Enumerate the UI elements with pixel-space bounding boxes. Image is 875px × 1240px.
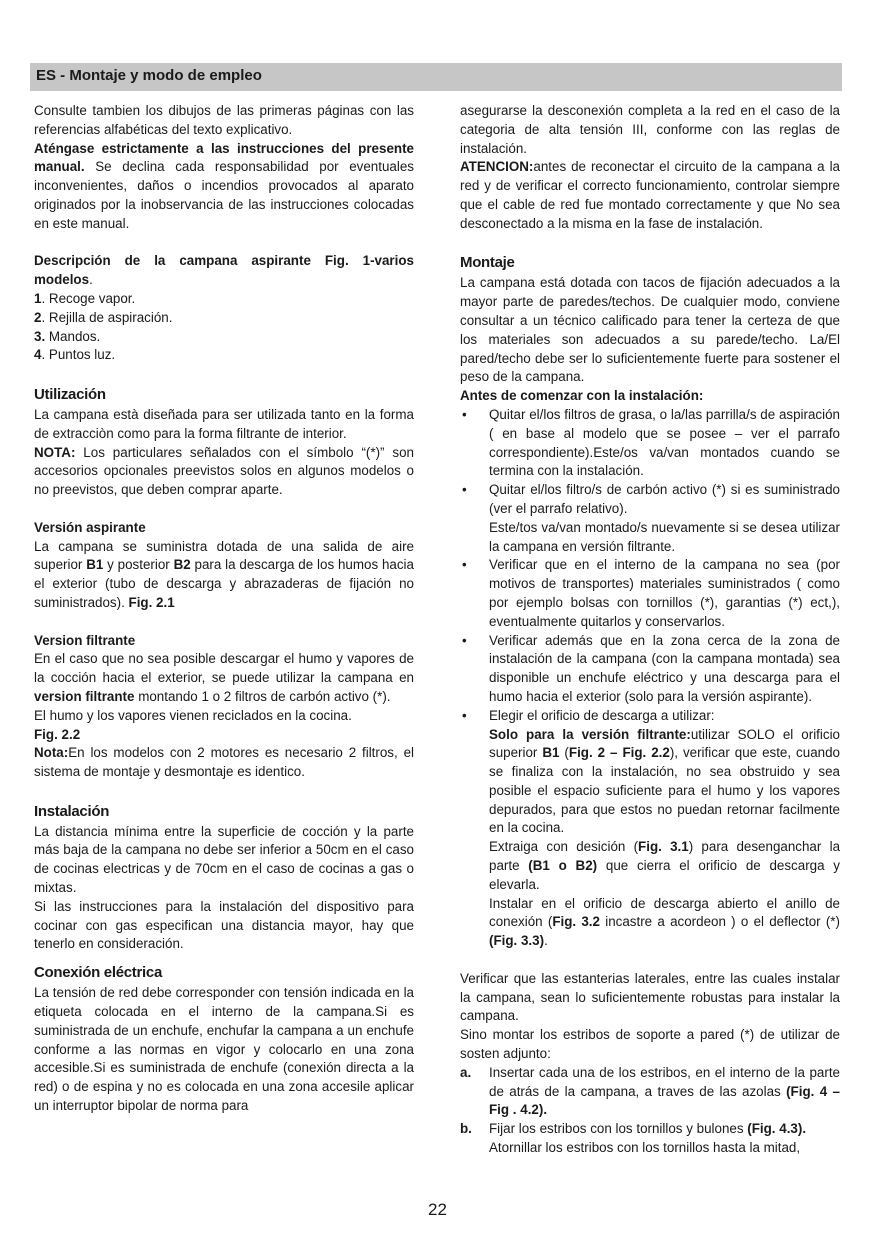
- list-item: b. Fijar los estribos con los tornillos y bulones (Fig. 4.3). Atornillar los estribos con los tornillos hasta la mitad,: [460, 1121, 807, 1156]
- section-title: ES - Montaje y modo de empleo: [36, 67, 262, 84]
- nota-paragraph: NOTA: Los particulares señalados con el símbolo “(*)” son accesorios opcionales preevistos solos en algunos modelos o no preevistos, que deben comprar aparte.: [34, 444, 414, 498]
- list-item: • Quitar el/los filtros de grasa, o la/las parrilla/s de aspiración ( en base al modelo que se posee – ver el parrafo correspondiente).Este/os va/van montados cuando se termina con la instalación.: [462, 406, 840, 479]
- antes-heading: Antes de comenzar con la instalación:: [460, 388, 704, 404]
- bullet-icon: •: [462, 557, 467, 573]
- description-heading: Descripción de la campana aspirante Fig. 1-varios modelos.: [34, 253, 414, 288]
- instalar-anillo-text: Instalar en el orificio de descarga abierto el anillo de conexión (Fig. 3.2 incastre a acordeon ) o el deflector (*) (Fig. 3.3).: [489, 895, 840, 949]
- version-aspirante-text: La campana se suministra dotada de una salida de aire superior B1 y posterior B2 para la descarga de los humos hacia el exterior (tubo de descarga y abrazaderas de fijación no suministrados). Fig. 2.1: [34, 538, 414, 610]
- montaje-heading: Montaje: [460, 254, 515, 272]
- verificar-text: Verificar que las estanterias laterales, entre las cuales instalar la campana, sean lo suficientemente robustas para instalar la campana.: [460, 970, 840, 1024]
- bullet-icon: •: [462, 406, 467, 422]
- list-item: a. Insertar cada una de los estribos, en el interno de la parte de atrás de la campana, a traves de las azolas (Fig. 4 – Fig . 4.2).: [460, 1064, 840, 1118]
- atencion-paragraph: ATENCION:antes de reconectar el circuito de la campana a la red y de verificar el correcto funcionamiento, controlar siempre que el cable de red fue montado correctamente y que No sea desconectado a la misma en la fase de instalación.: [460, 159, 840, 231]
- utilizacion-text: La campana està diseñada para ser utilizada tanto en la forma de extracciòn como para la forma filtrante de interior.: [34, 406, 414, 441]
- list-item: • Verificar que en el interno de la campana no sea (por motivos de transportes) materiales suministrados ( como por ejemplo bolsas con tornillos (*), garantias (*) ect,), eventualmente quitarlos y conservarlos.: [462, 557, 840, 629]
- conexion-continued: asegurarse la desconexión completa a la red en el caso de la categoria de alta tensión III, conforme con las reglas de instalación.: [460, 103, 840, 156]
- list-item: 4. Puntos luz.: [34, 347, 116, 363]
- bullet-icon: •: [462, 632, 467, 648]
- version-filtrante-heading: Version filtrante: [34, 632, 136, 648]
- utilizacion-heading: Utilización: [34, 385, 106, 403]
- version-aspirante-heading: Versión aspirante: [34, 519, 146, 535]
- conexion-heading: Conexión eléctrica: [34, 964, 162, 982]
- warning-bold: Aténgase estrictamente a las instrucciones del presente manual.: [34, 140, 414, 175]
- list-item: 2. Rejilla de aspiración.: [34, 309, 173, 325]
- instalacion-heading: Instalación: [34, 802, 110, 820]
- montaje-text: La campana está dotada con tacos de fijación adecuados a la mayor parte de paredes/techos. De cualquier modo, conviene consultar a un técnico calificado para tener la certeza de que los materiales son adecuados a su parede/techo. La/El pared/techo debe ser lo suficientemente fuerte para sostener el peso de la campana.: [460, 275, 840, 385]
- filtrante-recycle-text: El humo y los vapores vienen reciclados en la cocina.: [34, 707, 352, 723]
- list-item: 1. Recoge vapor.: [34, 290, 136, 306]
- bullet-icon: •: [462, 707, 467, 723]
- list-item: • Elegir el orificio de descarga a utilizar:: [460, 707, 840, 726]
- sino-text: Sino montar los estribos de soporte a pared (*) de utilizar de sosten adjunto:: [460, 1027, 840, 1062]
- list-item: • Verificar además que en la zona cerca de la zona de instalación de la campana (con la campana montada) sea disponible un enchufe eléctrico y una descarga para el humo hacia el exterior (solo para la versión aspirante).: [462, 632, 840, 704]
- conexion-text: La tensión de red debe corresponder con tensión indicada en la etiqueta colocada en el interno de la campana.Si es suministrada de un enchufe, enchufar la campana a un enchufe conforme a las normas en vigor y colocarlo en una zona accesible.Si es suministrada de enchufe (conexión directa a la red) o de espina y no es colocada en una zona accesile aplicar un interruptor bipolar de norma para: [34, 985, 414, 1114]
- instalacion-gas-text: Si las instrucciones para la instalación del dispositivo para cocinar con gas especifican una distancia mayor, hay que tenerlo en consideración.: [34, 898, 414, 952]
- filtrante-nota: Nota:En los modelos con 2 motores es necesario 2 filtros, el sistema de montaje y desmontaje es identico.: [34, 745, 414, 780]
- extraiga-text: Extraiga con desición (Fig. 3.1) para desenganchar la parte (B1 o B2) que cierra el orificio de descarga y elevarla.: [489, 839, 841, 892]
- section-header: [30, 63, 842, 91]
- instalacion-text: La distancia mínima entre la superficie de cocción y la parte más baja de la campana no debe ser inferior a 50cm en el caso de cocinas electricas y de 70cm en el caso de cocinas a gas o mixtas.: [34, 823, 414, 896]
- list-item: • Quitar el/los filtro/s de carbón activo (*) si es suministrado (ver el parrafo relativo). Este/tos va/van montado/s nuevamente si se desea utilizar la campana en versión filtrante.: [462, 482, 840, 554]
- filtrante-fig: Fig. 2.2: [34, 726, 81, 742]
- page-number: 22: [428, 1200, 447, 1219]
- intro-text: Consulte tambien los dibujos de las primeras páginas con las referencias alfabéticas del texto explicativo.: [34, 103, 414, 137]
- warning-paragraph: Aténgase estrictamente a las instrucciones del presente manual. Se declina cada responsabilidad por eventuales inconvenientes, daños o incendios provocados al aparato originados por la inobservancia de las instrucciones colocadas en este manual.: [34, 140, 414, 231]
- right-column: [460, 102, 840, 1158]
- solo-filtrante-text: Solo para la versión filtrante:utilizar SOLO el orificio superior B1 (Fig. 2 – Fig. 2.2), verificar que este, cuando se finaliza con la instalación, no sea obstruido y sea posible el espacio suficiente para el humo y los vapores depurados, para que estos no puedan retornar facilmente en la cocina.: [489, 726, 840, 836]
- list-item: 3. Mandos.: [34, 328, 101, 344]
- bullet-icon: •: [462, 482, 467, 498]
- version-filtrante-text: En el caso que no sea posible descargar el humo y vapores de la cocción hacia el exterior, se puede utilizar la campana en version filtrante montando 1 o 2 filtros de carbón activo (*).: [34, 651, 414, 704]
- left-column: [34, 102, 414, 1116]
